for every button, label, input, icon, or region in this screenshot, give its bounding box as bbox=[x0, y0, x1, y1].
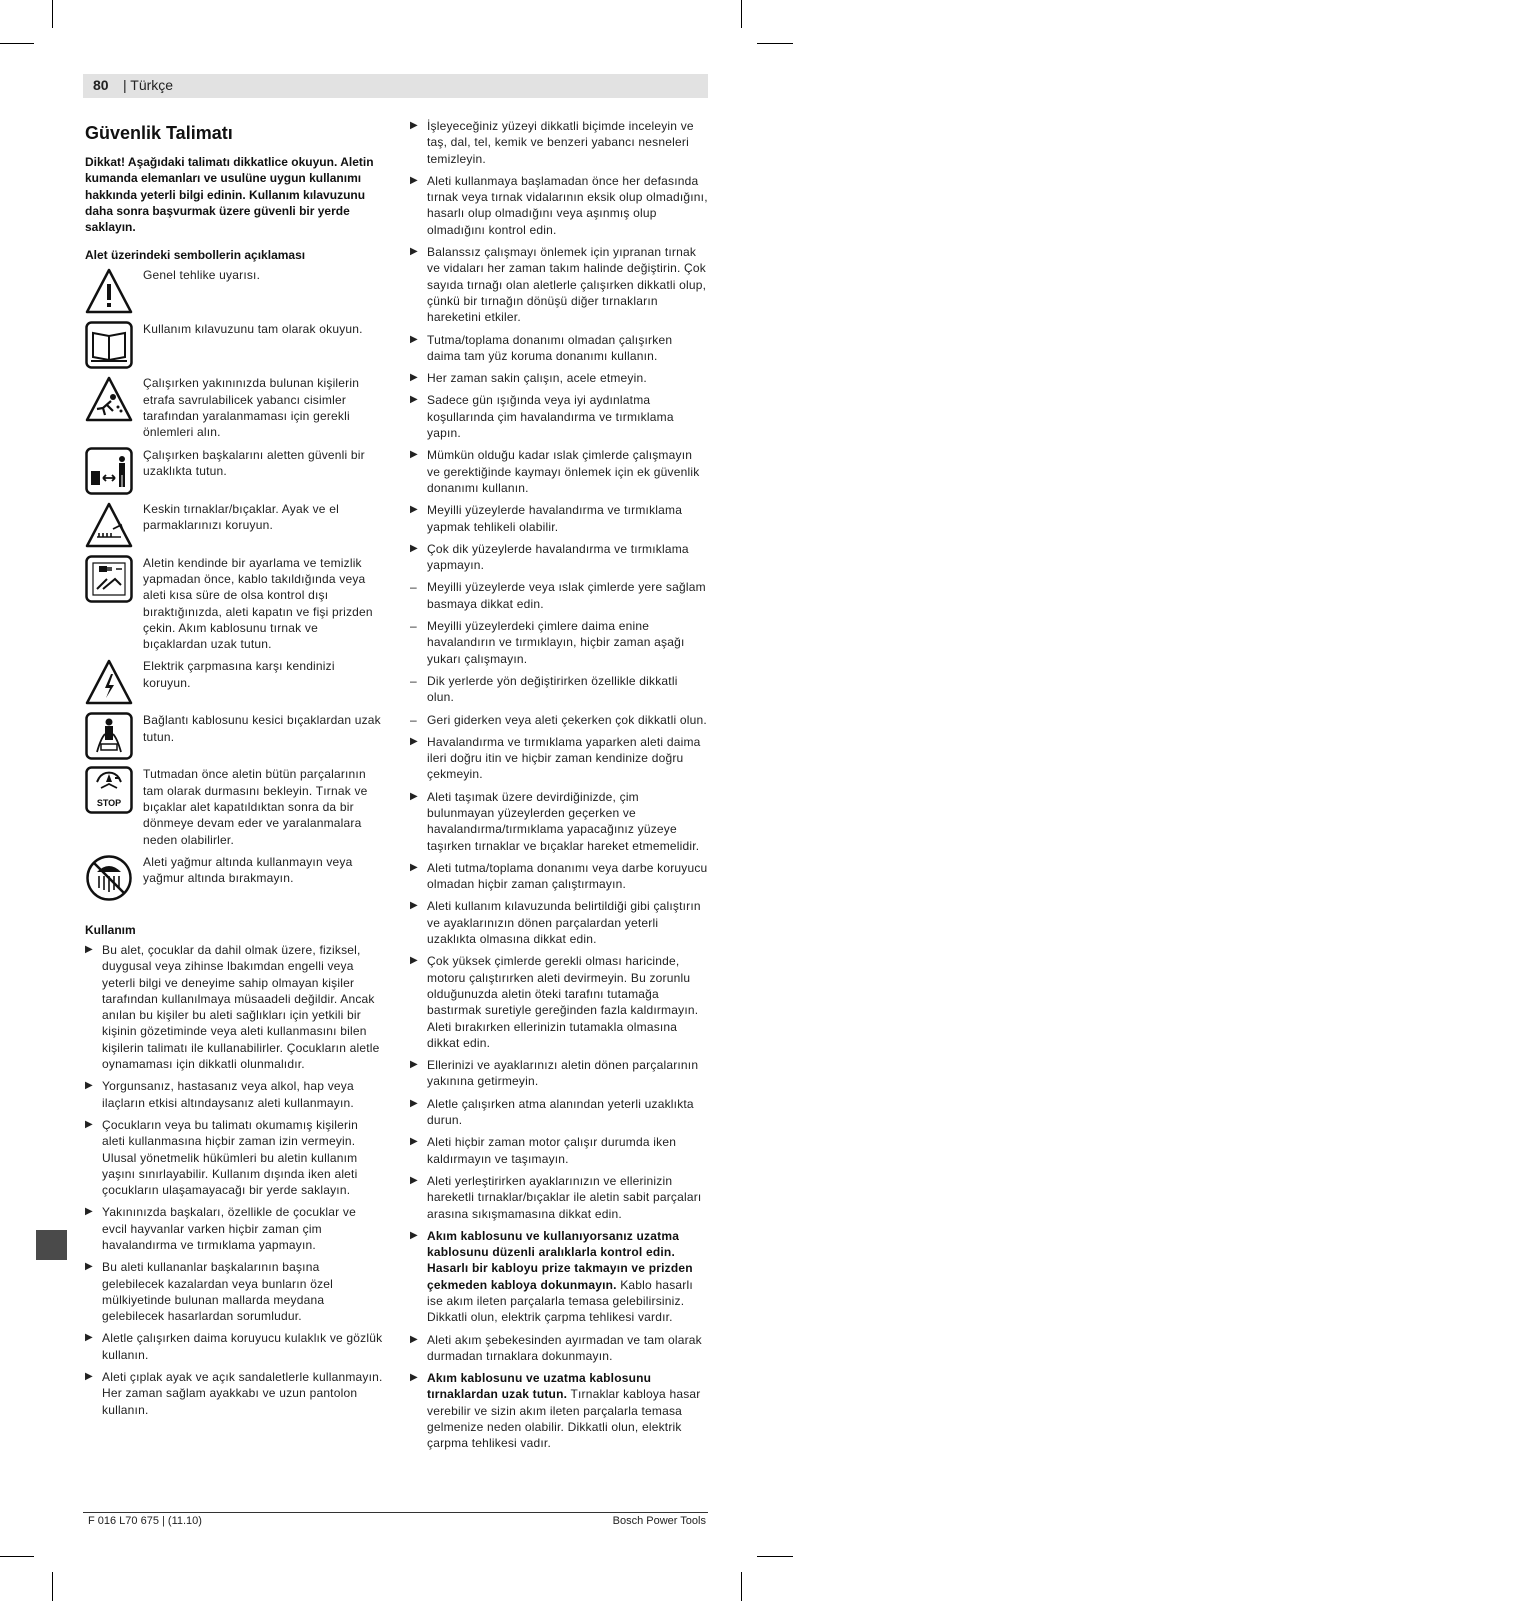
symbol-description: Aletin kendinde bir ayarlama ve temizlik yapmadan önce, kablo takıldığında veya aleti kısa süre de olsa kontrol dışı bıraktığınızda, aleti kapatın ve fişi prizden çekin. Akım kablosunu tırnak ve bıçaklardan uzak tutun. bbox=[143, 555, 373, 652]
list-item bbox=[410, 734, 708, 783]
bullet-icon: ▶ bbox=[410, 1372, 418, 1384]
safe-distance-icon bbox=[85, 447, 133, 495]
dash-icon: – bbox=[410, 619, 417, 634]
item-text: Aleti tutma/toplama donanımı veya darbe koruyucu olmadan hiçbir zaman çalıştırmayın. bbox=[427, 860, 708, 892]
symbol-row bbox=[85, 447, 383, 495]
page-header bbox=[83, 74, 708, 98]
item-text: Tırnaklar kabloya hasar verebilir ve sizin akım ileten parçalarla temasa gelmenize neden olabilir. Dikkatli olun, elektrik çarpma tehlikesi vadır. bbox=[427, 1387, 701, 1451]
right-column bbox=[410, 118, 708, 1458]
list-item bbox=[410, 618, 708, 667]
item-text: Sadece gün ışığında veya iyi aydınlatma koşullarında çim havalandırma ve tırmıklama yapın. bbox=[427, 393, 674, 441]
crop-mark bbox=[0, 43, 34, 44]
list-item bbox=[410, 173, 708, 238]
thrown-objects-icon bbox=[85, 375, 133, 423]
item-text: Meyilli yüzeylerde veya ıslak çimlerde yere sağlam basmaya dikkat edin. bbox=[427, 580, 706, 611]
bullet-icon: ▶ bbox=[410, 504, 418, 516]
brand-name: Bosch Power Tools bbox=[612, 1515, 706, 1527]
unplug-icon bbox=[85, 555, 133, 603]
page-number: 80 bbox=[93, 77, 109, 93]
sharp-tines-icon bbox=[85, 501, 133, 549]
symbol-description: Elektrik çarpmasına karşı kendinizi koruyun. bbox=[143, 659, 335, 690]
list-item bbox=[410, 541, 708, 574]
symbol-description: Çalışırken başkalarını aletten güvenli bir uzaklıkta tutun. bbox=[143, 447, 365, 478]
list-item bbox=[410, 898, 708, 947]
item-text: Geri giderken veya aleti çekerken çok dikkatli olun. bbox=[427, 712, 707, 727]
bullet-icon: ▶ bbox=[410, 861, 418, 873]
bullet-icon: ▶ bbox=[410, 246, 418, 258]
bullet-icon: ▶ bbox=[410, 120, 418, 131]
item-text: Ellerinizi ve ayaklarınızı aletin dönen parçalarının yakınına getirmeyin. bbox=[427, 1058, 699, 1089]
left-column bbox=[85, 118, 383, 1424]
list-item bbox=[410, 1057, 708, 1090]
emphasis-text: Akım kablosunu ve uzatma kablosunu tırnaklardan uzak tutun. bbox=[427, 1371, 652, 1402]
bullet-icon: ▶ bbox=[410, 1136, 418, 1148]
list-item bbox=[410, 673, 708, 706]
crop-mark bbox=[0, 1556, 34, 1557]
crop-mark bbox=[757, 1556, 793, 1557]
item-text: Aleti yerleştirirken ayaklarınızın ve ellerinizin hareketli tırnaklar/bıçaklar ile aletin sabit parçaları arasına sıkışmamasına dikkat edin. bbox=[427, 1173, 702, 1221]
bullet-icon: ▶ bbox=[410, 1097, 418, 1109]
item-text: Çok yüksek çimlerde gerekli olması haricinde, motoru çalıştırırken aleti devirmeyin. Bu zorunlu olduğunuzda aletin öteki tarafını tutamağa bastırmak suretiyle gereğinden fazla kaldırmayın. Aleti bırakırken ellerinizin tutamakla olmasına dikkat edin. bbox=[427, 954, 699, 1050]
bullet-icon: ▶ bbox=[85, 1118, 93, 1130]
item-text: Dik yerlerde yön değiştirirken özellikle dikkatli olun. bbox=[427, 673, 678, 705]
symbols-heading: Alet üzerindeki sembollerin açıklaması bbox=[85, 248, 306, 263]
list-item bbox=[410, 118, 708, 167]
bullet-icon: ▶ bbox=[410, 1059, 418, 1071]
list-item bbox=[410, 1332, 708, 1365]
list-item: ▶ Yorgunsanız, hastasanız veya alkol, hap veya ilaçların etkisi altındaysanız aleti kullanmayın. bbox=[85, 1079, 354, 1110]
item-text: Aleti akım şebekesinden ayırmadan ve tam olarak durmadan tırnaklara dokunmayın. bbox=[427, 1332, 702, 1363]
item-text: Mümkün olduğu kadar ıslak çimlerde çalışmayın ve gerektiğinde kaymayı önlemek için ek güvenlik donanımı kullanın. bbox=[427, 448, 700, 495]
list-item bbox=[410, 392, 708, 441]
warning-triangle-icon bbox=[85, 267, 133, 315]
bullet-icon: ▶ bbox=[410, 1229, 418, 1241]
emphasis-text: Akım kablosunu ve kullanıyorsanız uzatma kablosunu düzenli aralıklarla kontrol edin. Hasarlı bir kabloyu prize takmayın ve prizden çekmeden kabloya dokunmayın. bbox=[427, 1228, 693, 1292]
electric-shock-icon bbox=[85, 658, 133, 706]
bullet-icon: ▶ bbox=[85, 1206, 93, 1218]
bullet-icon: ▶ bbox=[410, 542, 418, 554]
language-label: | Türkçe bbox=[123, 77, 174, 93]
list-item bbox=[410, 370, 708, 386]
symbol-row bbox=[85, 267, 383, 315]
item-text: Tutma/toplama donanımı olmadan çalışırken daima tam yüz koruma donanımı kullanın. bbox=[427, 332, 673, 363]
bullet-icon: ▶ bbox=[410, 1174, 418, 1186]
list-item bbox=[410, 1370, 708, 1451]
item-text: Meyilli yüzeylerdeki çimlere daima enine havalandırın ve tırmıklayın, hiçbir zaman aşağı yukarı çalışmayın. bbox=[427, 619, 685, 666]
list-item: ▶ Yakınınızda başkaları, özellikle de çocuklar ve evcil hayvanlar varken hiçbir zaman çim havalandırma ve tırmıklama yapmayın. bbox=[85, 1205, 356, 1252]
symbol-row bbox=[85, 321, 383, 369]
list-item bbox=[410, 860, 708, 893]
symbol-description: Aleti yağmur altında kullanmayın veya yağmur altında bırakmayın. bbox=[143, 854, 353, 886]
symbol-row bbox=[85, 501, 383, 549]
symbol-description: Bağlantı kablosunu kesici bıçaklardan uzak tutun. bbox=[143, 713, 381, 744]
list-item bbox=[410, 789, 708, 854]
crop-mark bbox=[741, 0, 742, 28]
bullet-icon: ▶ bbox=[410, 790, 418, 802]
list-item bbox=[410, 579, 708, 612]
symbol-row bbox=[85, 658, 383, 706]
usage-heading: Kullanım bbox=[85, 922, 136, 937]
bullet-icon: ▶ bbox=[410, 955, 418, 967]
cable-away-icon bbox=[85, 712, 133, 760]
crop-mark bbox=[52, 1572, 53, 1601]
warning-text: Dikkat! Aşağıdaki talimatı dikkatlice okuyun. Aletin kumanda elemanları ve usulüne uygun kullanımı hakkında yeterli bilgi edinin. Kullanım kılavuzunu daha sonra başvurmak üzere güvenli bir yerde saklayın. bbox=[85, 155, 374, 235]
item-text: Balanssız çalışmayı önlemek için yıpranan tırnak ve vidaları her zaman takım halinde değiştirin. Çok sayıda tırnağı olan aletlerle çalışırken dikkatli olup, çünkü bir tırnağın dönüşü diğer tırnakların hareketini etkiler. bbox=[427, 245, 707, 325]
bullet-icon: ▶ bbox=[85, 1332, 93, 1344]
chapter-tab bbox=[36, 1230, 67, 1260]
crop-mark bbox=[52, 0, 53, 28]
crop-mark bbox=[741, 1572, 742, 1601]
list-item bbox=[410, 502, 708, 535]
no-rain-icon bbox=[85, 854, 133, 902]
bullet-icon: ▶ bbox=[410, 449, 418, 461]
bullet-icon: ▶ bbox=[410, 900, 418, 912]
dash-icon: – bbox=[410, 580, 417, 595]
item-text: Kablo hasarlı ise akım ileten parçalarla temasa gelebilirsiniz. Dikkatli olun, elektrik çarpma tehlikesi vardır. bbox=[427, 1277, 693, 1325]
item-text: İşleyeceğiniz yüzeyi dikkatli biçimde inceleyin ve taş, dal, tel, kemik ve benzeri yabancı nesneleri temizleyin. bbox=[427, 119, 694, 166]
dash-icon: – bbox=[410, 712, 417, 727]
list-item bbox=[410, 1173, 708, 1222]
bullet-icon: ▶ bbox=[85, 1261, 93, 1273]
manual-book-icon bbox=[85, 321, 133, 369]
bullet-icon: ▶ bbox=[85, 943, 93, 955]
list-item bbox=[410, 1228, 708, 1326]
bullet-icon: ▶ bbox=[85, 1371, 93, 1383]
item-text: Aleti taşımak üzere devirdiğinizde, çim bulunmayan yüzeylerden geçerken ve havalandırma/tırmıklama yapacağınız yüzeye taşırken tırnaklar ve bıçaklar hareket etmemelidir. bbox=[427, 789, 700, 853]
item-text: Meyilli yüzeylerde havalandırma ve tırmıklama yapmak tehlikeli olabilir. bbox=[427, 503, 683, 534]
list-item: ▶ Aletle çalışırken daima koruyucu kulaklık ve gözlük kullanın. bbox=[85, 1331, 383, 1362]
list-item bbox=[410, 953, 708, 1051]
item-text: Aleti kullanım kılavuzunda belirtildiği gibi çalıştırın ve ayaklarınızın dönen parçalardan yeterli uzaklıkta olmasına dikkat edin. bbox=[427, 899, 701, 947]
crop-mark bbox=[757, 43, 793, 44]
symbol-description: Kullanım kılavuzunu tam olarak okuyun. bbox=[143, 322, 363, 337]
page-title: Güvenlik Talimatı bbox=[85, 123, 233, 143]
document-code: F 016 L70 675 | (11.10) bbox=[88, 1515, 202, 1527]
list-item bbox=[410, 244, 708, 325]
list-item: ▶ Aleti çıplak ayak ve açık sandaletlerle kullanmayın. Her zaman sağlam ayakkabı ve uzun pantolon kullanın. bbox=[85, 1370, 383, 1417]
symbol-row bbox=[85, 555, 383, 653]
symbol-description: Çalışırken yakınınızda bulunan kişilerin etrafa savrulabilicek yabancı cisimler tarafından yaralanmaması için gerekli önlemleri alın. bbox=[143, 376, 360, 440]
symbol-description: Keskin tırnaklar/bıçaklar. Ayak ve el parmaklarınızı koruyun. bbox=[143, 501, 339, 532]
item-text: Aleti hiçbir zaman motor çalışır durumda iken kaldırmayın ve taşımayın. bbox=[427, 1135, 677, 1166]
dash-icon: – bbox=[410, 673, 417, 688]
bullet-icon: ▶ bbox=[410, 1333, 418, 1345]
bullet-icon: ▶ bbox=[85, 1080, 93, 1092]
safety-list bbox=[410, 118, 708, 1452]
symbol-row bbox=[85, 712, 383, 760]
item-text: Çok dik yüzeylerde havalandırma ve tırmıklama yapmayın. bbox=[427, 541, 689, 573]
usage-list bbox=[85, 942, 383, 1418]
symbol-row bbox=[85, 375, 383, 440]
list-item bbox=[410, 712, 708, 728]
bullet-icon: ▶ bbox=[410, 174, 418, 186]
item-text: Her zaman sakin çalışın, acele etmeyin. bbox=[427, 371, 647, 386]
bullet-icon: ▶ bbox=[410, 333, 418, 345]
list-item: ▶ Bu aleti kullananlar başkalarının başına gelebilecek kazalardan veya bunların özel mülkiyetinde bulunan mallarda meydana gelebilecek hasarlardan sorumludur. bbox=[85, 1260, 334, 1324]
bullet-icon: ▶ bbox=[410, 735, 418, 747]
list-item: ▶ Çocukların veya bu talimatı okumamış kişilerin aleti kullanmasına hiçbir zaman izin vermeyin. Ulusal yönetmelik hükümleri bu aletin kullanım yaşını sınırlayabilir. Kullanım dışında iken aleti çocukların ulaşamayacağı bir yerde saklayın. bbox=[85, 1117, 358, 1198]
list-item bbox=[410, 332, 708, 365]
bullet-icon: ▶ bbox=[410, 394, 418, 406]
symbol-description: Genel tehlike uyarısı. bbox=[143, 268, 261, 283]
symbol-description: Tutmadan önce aletin bütün parçalarının tam olarak durmasını bekleyin. Tırnak ve bıçaklar alet kapatıldıktan sonra da bir dönmeye devam eder ve yaralanmalara neden olabilirler. bbox=[143, 767, 368, 847]
footer-divider bbox=[83, 1512, 708, 1513]
list-item: ▶ Bu alet, çocuklar da dahil olmak üzere, fiziksel, duygusal veya zihinse lbakımdan engelli veya yeterli bilgi ve deneyime sahip olmayan kişiler tarafından kullanılmaya müsaadeli değildir. Ancak anılan bu kişiler bu aleti sağlıkları için yetkili bir kişinin gözetiminde veya aleti kullanmasını bilen kişilerin talimatı ile kullanabilirler. Çocukların aletle oynamaması için dikkatli olunmalıdır. bbox=[85, 942, 380, 1072]
symbol-row bbox=[85, 854, 383, 902]
item-text: Aletle çalışırken atma alanından yeterli uzaklıkta durun. bbox=[427, 1096, 694, 1128]
stop-rotation-icon bbox=[85, 766, 133, 814]
list-item bbox=[410, 1096, 708, 1129]
symbol-row bbox=[85, 766, 383, 847]
stop-label: STOP bbox=[96, 798, 122, 809]
item-text: Havalandırma ve tırmıklama yaparken aleti daima ileri doğru itin ve hiçbir zaman kendinize doğru çekmeyin. bbox=[427, 734, 701, 782]
item-text: Aleti kullanmaya başlamadan önce her defasında tırnak veya tırnak vidalarının eksik olup olmadığını, hasarlı olup olmadığını veya aşınmış olup olmadığını kontrol edin. bbox=[427, 173, 708, 237]
list-item bbox=[410, 447, 708, 496]
bullet-icon: ▶ bbox=[410, 372, 418, 384]
list-item bbox=[410, 1134, 708, 1167]
